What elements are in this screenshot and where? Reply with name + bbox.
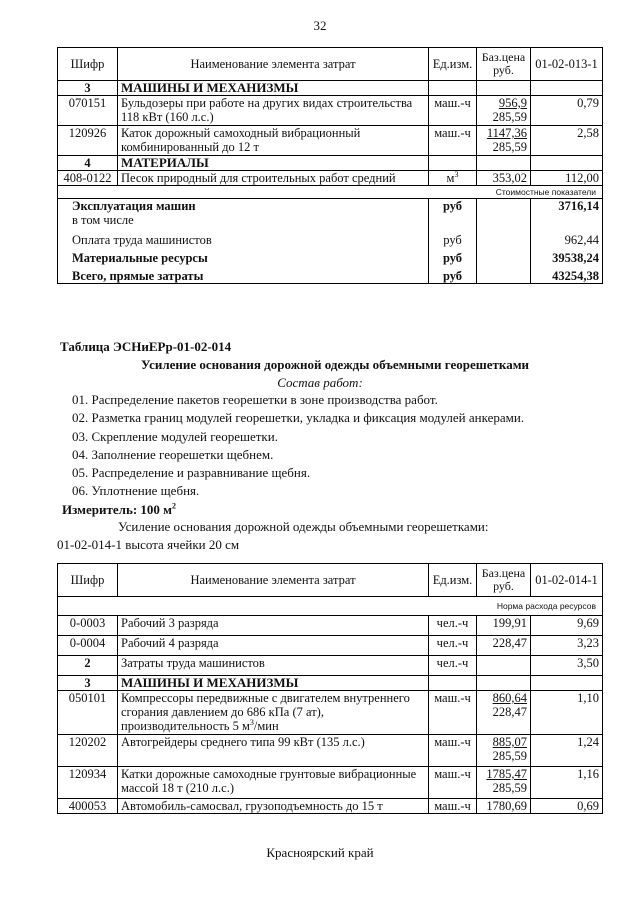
header-norm-code: 01-02-014-1	[531, 564, 603, 597]
work-step: 06. Уплотнение щебня.	[72, 483, 200, 498]
table-row	[58, 767, 603, 799]
work-step: 05. Распределение и разравнивание щебня.	[72, 465, 311, 480]
row-code: 050101	[58, 691, 118, 735]
row-unit: маш.-ч	[429, 691, 477, 735]
row-price: 228,47	[477, 636, 531, 656]
row-norm: 3,23	[531, 636, 603, 656]
row-norm: 1,24	[531, 735, 603, 767]
table-row	[58, 616, 603, 636]
row-name: Автомобиль-самосвал, грузоподъемность до 15 т	[118, 799, 429, 814]
row-code: 408-0122	[58, 171, 118, 186]
summary-row	[58, 247, 603, 265]
summary-unit: руб	[429, 199, 477, 214]
row-price: 1780,69	[477, 799, 531, 814]
row-name: Каток дорожный самоходный вибрационный комбинированный до 12 т	[118, 126, 429, 156]
table-title: Таблица ЭСНиЕРр-01-02-014	[60, 339, 232, 354]
row-code: 0-0003	[58, 616, 118, 636]
summary-name: в том числе	[58, 213, 429, 227]
table-row	[58, 799, 603, 814]
row-norm: 0,69	[531, 799, 603, 814]
row-name: Автогрейдеры среднего типа 99 кВт (135 л.с.)	[118, 735, 429, 767]
section-title: МАШИНЫ И МЕХАНИЗМЫ	[118, 81, 429, 96]
row-unit: $м^3$	[429, 171, 477, 186]
work-step: 04. Заполнение георешетки щебнем.	[72, 447, 274, 462]
row-price: 353,02	[477, 171, 531, 186]
header-code: Шифр	[58, 564, 118, 597]
table-row	[58, 636, 603, 656]
resource-table-2	[57, 563, 603, 814]
row-code: 070151	[58, 96, 118, 126]
page-footer: Красноярский край	[266, 845, 374, 860]
row-price: 956,9 285,59	[477, 96, 531, 126]
summary-row	[58, 199, 603, 214]
work-composition-label: Состав работ:	[277, 375, 363, 390]
section-row	[58, 676, 603, 691]
row-price: 1785,47 285,59	[477, 767, 531, 799]
row-price: 199,91	[477, 616, 531, 636]
header-price: Баз.цена руб.	[477, 564, 531, 597]
row-name: Катки дорожные самоходные грунтовые вибрационные массой 18 т (210 л.с.)	[118, 767, 429, 799]
row-norm: 1,16	[531, 767, 603, 799]
section-title: МАТЕРИАЛЫ	[118, 156, 429, 171]
work-step: 02. Разметка границ модулей георешетки, укладка и фиксация модулей анкерами.	[72, 410, 525, 425]
section-number: 3	[58, 81, 118, 96]
measure-unit: Измеритель: 100 $м^2$	[62, 501, 177, 517]
work-step: 01. Распределение пакетов георешетки в зоне производства работ.	[72, 392, 438, 407]
row-code: 120934	[58, 767, 118, 799]
table-row	[58, 735, 603, 767]
header-code: Шифр	[58, 48, 118, 81]
row-price: 1147,36 285,59	[477, 126, 531, 156]
row-code: 120926	[58, 126, 118, 156]
table-row	[58, 96, 603, 126]
row-unit: маш.-ч	[429, 799, 477, 814]
row-unit: чел.-ч	[429, 636, 477, 656]
resource-table-1	[57, 47, 603, 284]
summary-name: Оплата труда машинистов	[58, 227, 429, 247]
row-norm: 112,00	[531, 171, 603, 186]
table-subtitle: Усиление основания дорожной одежды объемными георешетками	[140, 357, 530, 372]
section-number: 3	[58, 676, 118, 691]
summary-row	[58, 213, 603, 227]
row-code: 2	[58, 656, 118, 676]
row-unit: маш.-ч	[429, 767, 477, 799]
header-unit: Ед.изм.	[429, 48, 477, 81]
summary-unit: руб	[429, 247, 477, 265]
row-price: 860,64 228,47	[477, 691, 531, 735]
row-code: 0-0004	[58, 636, 118, 656]
header-price: Баз.цена руб.	[477, 48, 531, 81]
note-resource-norm: Норма расхода ресурсов	[58, 597, 603, 616]
header-unit: Ед.изм.	[429, 564, 477, 597]
row-norm: 2,58	[531, 126, 603, 156]
table-row	[58, 126, 603, 156]
summary-name: Эксплуатация машин	[58, 199, 429, 214]
row-price: 885,07 285,59	[477, 735, 531, 767]
header-norm-code: 01-02-013-1	[531, 48, 603, 81]
row-norm: 1,10	[531, 691, 603, 735]
summary-value: 43254,38	[531, 265, 603, 283]
section-number: 4	[58, 156, 118, 171]
row-unit: чел.-ч	[429, 616, 477, 636]
header-name: Наименование элемента затрат	[118, 48, 429, 81]
summary-row	[58, 265, 603, 283]
item-description: Усиление основания дорожной одежды объемными георешетками:	[118, 519, 489, 534]
summary-unit: руб	[429, 265, 477, 283]
summary-name: Всего, прямые затраты	[58, 265, 429, 283]
row-unit: маш.-ч	[429, 126, 477, 156]
summary-unit: руб	[429, 227, 477, 247]
work-step: 03. Скрепление модулей георешетки.	[72, 429, 278, 444]
row-unit: чел.-ч	[429, 656, 477, 676]
header-name: Наименование элемента затрат	[118, 564, 429, 597]
summary-value: 3716,14	[531, 199, 603, 214]
note-cost-indicators: Стоимостные показатели	[58, 186, 603, 199]
row-norm: 9,69	[531, 616, 603, 636]
row-name: Рабочий 4 разряда	[118, 636, 429, 656]
table-row	[58, 691, 603, 735]
row-norm: 0,79	[531, 96, 603, 126]
row-name: Рабочий 3 разряда	[118, 616, 429, 636]
summary-row	[58, 227, 603, 247]
page-number: 32	[313, 18, 327, 33]
summary-value: 39538,24	[531, 247, 603, 265]
summary-value: 962,44	[531, 227, 603, 247]
table-row	[58, 171, 603, 186]
row-name: Компрессоры передвижные с двигателем внутреннего сгорания давлением до 686 кПа (7 ат), производительность 5 $м^3$/мин	[118, 691, 429, 735]
row-norm: 3,50	[531, 656, 603, 676]
section-title: МАШИНЫ И МЕХАНИЗМЫ	[118, 676, 429, 691]
row-code: 120202	[58, 735, 118, 767]
row-name: Затраты труда машинистов	[118, 656, 429, 676]
item-code: 01-02-014-1 высота ячейки 20 см	[57, 537, 240, 552]
section-row	[58, 156, 603, 171]
row-unit: маш.-ч	[429, 735, 477, 767]
row-name: Песок природный для строительных работ средний	[118, 171, 429, 186]
row-unit: маш.-ч	[429, 96, 477, 126]
section-row	[58, 81, 603, 96]
summary-name: Материальные ресурсы	[58, 247, 429, 265]
row-code: 400053	[58, 799, 118, 814]
table-row	[58, 656, 603, 676]
row-name: Бульдозеры при работе на других видах строительства 118 кВт (160 л.с.)	[118, 96, 429, 126]
